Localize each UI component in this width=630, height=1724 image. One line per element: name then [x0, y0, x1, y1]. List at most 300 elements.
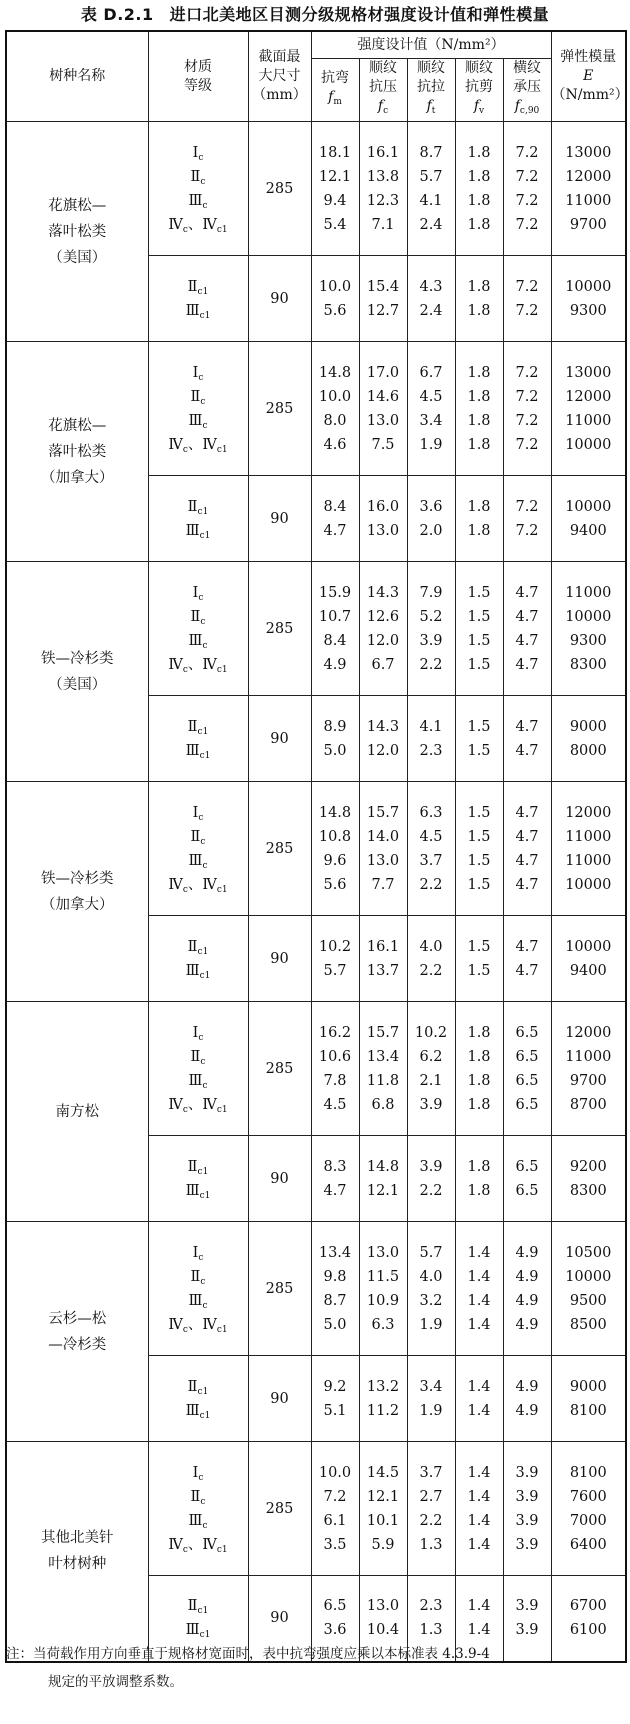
- value-fm: 8.4: [323, 632, 347, 649]
- section-size-cell: 285: [248, 1442, 311, 1576]
- value-fc: 10.9: [366, 1292, 400, 1309]
- value-ft: 2.2: [419, 1182, 443, 1199]
- value-fv: 1.5: [467, 718, 491, 735]
- value-fm: 12.1: [318, 168, 352, 185]
- value-fc: 12.7: [366, 302, 400, 319]
- value-fc90: 7.2: [515, 522, 539, 539]
- value-fm: 5.6: [323, 302, 347, 319]
- value-ft: 10.2: [414, 1024, 448, 1041]
- value-fc90: 4.7: [515, 608, 539, 625]
- value-fm: 7.8: [323, 1072, 347, 1089]
- value-ft: 5.7: [419, 168, 443, 185]
- section-size-cell: 90: [248, 696, 311, 782]
- value-fc: 12.0: [366, 742, 400, 759]
- value-fc90: 7.2: [515, 302, 539, 319]
- value-fc: 15.7: [366, 1024, 400, 1041]
- section-size-cell: 90: [248, 1356, 311, 1442]
- value-fc: 7.1: [371, 216, 395, 233]
- value-E: 9300: [569, 302, 607, 319]
- grade-cell: [148, 1002, 248, 1136]
- value-fc: 6.7: [371, 656, 395, 673]
- value-fc: 15.4: [366, 278, 400, 295]
- value-ft: 2.0: [419, 522, 443, 539]
- value-fm: 9.4: [323, 192, 347, 209]
- value-ft: 4.1: [419, 192, 443, 209]
- value-fm: 10.0: [318, 388, 352, 405]
- value-ft: 2.2: [419, 962, 443, 979]
- value-E: 8300: [569, 1182, 607, 1199]
- value-fm: 14.8: [318, 364, 352, 381]
- section-size-cell: 90: [248, 476, 311, 562]
- value-fv: 1.8: [467, 144, 491, 161]
- value-cell-ft: [407, 342, 455, 476]
- table-row: [6, 562, 626, 696]
- value-fv: 1.5: [467, 828, 491, 845]
- value-fv: 1.5: [467, 876, 491, 893]
- value-E: 9200: [569, 1158, 607, 1175]
- grade-value: $Ⅲ_c$: [188, 1072, 208, 1091]
- value-ft: 3.7: [419, 852, 443, 869]
- table-row: [6, 122, 626, 256]
- value-E: 13000: [565, 144, 612, 161]
- value-fm: 8.7: [323, 1292, 347, 1309]
- value-E: 10000: [565, 278, 612, 295]
- value-cell-E: [551, 122, 626, 256]
- value-cell-fc: [359, 696, 407, 782]
- value-cell-fc: [359, 782, 407, 916]
- value-ft: 1.3: [419, 1622, 443, 1639]
- value-fc90: 3.9: [515, 1464, 539, 1481]
- species-name-line: （加拿大）: [41, 896, 114, 913]
- value-fm: 8.4: [323, 498, 347, 515]
- grade-value: $Ⅱ_c$: [190, 1268, 206, 1287]
- col-header-fc: 顺纹 抗压 $f_c$: [359, 59, 407, 122]
- species-name-line: （美国）: [48, 676, 107, 693]
- section-size-cell: 285: [248, 782, 311, 916]
- value-ft: 2.2: [419, 876, 443, 893]
- value-ft: 2.1: [419, 1072, 443, 1089]
- value-cell-fc: [359, 1222, 407, 1356]
- value-ft: 1.9: [419, 1402, 443, 1419]
- grade-value: $Ⅱ_{c1}$: [187, 278, 209, 297]
- value-cell-fc90: [503, 256, 551, 342]
- value-fm: 5.7: [323, 962, 347, 979]
- grade-value: $Ⅰ_c$: [192, 1464, 204, 1483]
- value-fm: 9.8: [323, 1268, 347, 1285]
- value-E: 10000: [565, 436, 612, 453]
- value-fc90: 7.2: [515, 216, 539, 233]
- value-cell-ft: [407, 782, 455, 916]
- value-fc90: 4.9: [515, 1402, 539, 1419]
- value-fm: 6.1: [323, 1512, 347, 1529]
- table-row: [6, 782, 626, 916]
- value-fm: 3.6: [323, 1622, 347, 1639]
- value-fm: 10.7: [318, 608, 352, 625]
- species-name-line: （加拿大）: [41, 469, 114, 486]
- value-fc90: 4.7: [515, 962, 539, 979]
- value-fc90: 3.9: [515, 1622, 539, 1639]
- value-ft: 8.7: [419, 144, 443, 161]
- value-cell-fv: [455, 916, 503, 1002]
- value-fc90: 4.7: [515, 938, 539, 955]
- value-fc: 6.3: [371, 1316, 395, 1333]
- value-cell-fv: [455, 256, 503, 342]
- value-fc: 10.4: [366, 1622, 400, 1639]
- value-E: 9400: [569, 522, 607, 539]
- species-name-line: 花旗松—: [48, 417, 107, 434]
- value-fc90: 4.9: [515, 1268, 539, 1285]
- value-cell-ft: [407, 696, 455, 782]
- value-E: 10000: [565, 498, 612, 515]
- value-fc: 11.5: [366, 1268, 400, 1285]
- value-fm: 5.0: [323, 1316, 347, 1333]
- grade-value: $Ⅳ_c$、$Ⅳ_{c1}$: [168, 656, 228, 675]
- value-fm: 5.1: [323, 1402, 347, 1419]
- value-ft: 3.9: [419, 1096, 443, 1113]
- table-number: 表 D.2.1: [80, 5, 154, 24]
- value-fv: 1.4: [467, 1402, 491, 1419]
- species-cell: [6, 1222, 148, 1442]
- grade-value: $Ⅱ_c$: [190, 388, 206, 407]
- species-name-line: —冷杉类: [48, 1336, 107, 1353]
- section-size-cell: 285: [248, 342, 311, 476]
- grade-value: $Ⅰ_c$: [192, 1244, 204, 1263]
- value-fv: 1.8: [467, 388, 491, 405]
- value-cell-fc90: [503, 342, 551, 476]
- value-E: 10000: [565, 608, 612, 625]
- value-fc: 13.7: [366, 962, 400, 979]
- value-E: 9700: [569, 1072, 607, 1089]
- value-fc90: 4.7: [515, 852, 539, 869]
- value-fv: 1.4: [467, 1316, 491, 1333]
- value-cell-E: [551, 1222, 626, 1356]
- value-cell-fm: [311, 122, 359, 256]
- value-E: 8500: [569, 1316, 607, 1333]
- value-fv: 1.5: [467, 656, 491, 673]
- value-cell-fc: [359, 562, 407, 696]
- value-fc: 11.2: [366, 1402, 400, 1419]
- value-fc: 14.8: [366, 1158, 400, 1175]
- value-cell-fc: [359, 916, 407, 1002]
- value-fm: 4.6: [323, 436, 347, 453]
- grade-value: $Ⅲ_c$: [188, 412, 208, 431]
- grade-cell: [148, 342, 248, 476]
- value-cell-fv: [455, 562, 503, 696]
- value-fv: 1.8: [467, 364, 491, 381]
- value-E: 7000: [569, 1512, 607, 1529]
- table-caption: 进口北美地区目测分级规格材强度设计值和弹性模量: [169, 5, 550, 24]
- section-size-cell: 285: [248, 1222, 311, 1356]
- value-fm: 13.4: [318, 1244, 352, 1261]
- value-cell-fc: [359, 1002, 407, 1136]
- value-fc: 7.5: [371, 436, 395, 453]
- grade-value: $Ⅳ_c$、$Ⅳ_{c1}$: [168, 216, 228, 235]
- value-fm: 16.2: [318, 1024, 352, 1041]
- value-fc: 12.6: [366, 608, 400, 625]
- value-cell-E: [551, 782, 626, 916]
- value-E: 11000: [565, 828, 612, 845]
- value-fc: 7.7: [371, 876, 395, 893]
- value-cell-fm: [311, 1356, 359, 1442]
- value-cell-fc: [359, 476, 407, 562]
- col-header-ft: 顺纹 抗拉 $f_t$: [407, 59, 455, 122]
- species-name-line: 落叶松类: [48, 443, 107, 460]
- value-ft: 2.4: [419, 216, 443, 233]
- value-fm: 14.8: [318, 804, 352, 821]
- value-cell-fc: [359, 1356, 407, 1442]
- value-ft: 4.1: [419, 718, 443, 735]
- value-ft: 4.0: [419, 938, 443, 955]
- grade-cell: [148, 1356, 248, 1442]
- value-fc90: 4.7: [515, 632, 539, 649]
- value-ft: 5.7: [419, 1244, 443, 1261]
- value-E: 11000: [565, 192, 612, 209]
- value-fc90: 6.5: [515, 1182, 539, 1199]
- value-E: 6700: [569, 1598, 607, 1615]
- grade-cell: [148, 782, 248, 916]
- value-cell-fm: [311, 342, 359, 476]
- value-fm: 10.0: [318, 278, 352, 295]
- value-cell-ft: [407, 562, 455, 696]
- section-size-cell: 90: [248, 916, 311, 1002]
- value-fm: 8.3: [323, 1158, 347, 1175]
- table-row: [6, 342, 626, 476]
- col-header-fv: 顺纹 抗剪 $f_v$: [455, 59, 503, 122]
- species-cell: [6, 782, 148, 1002]
- value-ft: 3.4: [419, 1378, 443, 1395]
- value-fv: 1.5: [467, 584, 491, 601]
- grade-value: $Ⅰ_c$: [192, 804, 204, 823]
- value-fv: 1.8: [467, 498, 491, 515]
- value-fc90: 7.2: [515, 388, 539, 405]
- grade-value: $Ⅲ_{c1}$: [185, 1402, 211, 1421]
- value-fc90: 4.7: [515, 804, 539, 821]
- value-E: 12000: [565, 388, 612, 405]
- col-header-size: 截面最 大尺寸 （mm）: [248, 31, 311, 122]
- value-fc: 13.2: [366, 1378, 400, 1395]
- value-fm: 3.5: [323, 1536, 347, 1553]
- table-note: [6, 1640, 622, 1696]
- value-cell-fv: [455, 782, 503, 916]
- grade-value: $Ⅱ_{c1}$: [187, 498, 209, 517]
- col-header-grade: 材质 等级: [148, 31, 248, 122]
- table-row: [6, 1222, 626, 1356]
- value-fc90: 6.5: [515, 1096, 539, 1113]
- value-ft: 4.5: [419, 828, 443, 845]
- value-fc: 14.0: [366, 828, 400, 845]
- value-E: 9400: [569, 962, 607, 979]
- value-E: 9700: [569, 216, 607, 233]
- value-fc90: 6.5: [515, 1158, 539, 1175]
- value-E: 8100: [569, 1402, 607, 1419]
- value-fv: 1.4: [467, 1244, 491, 1261]
- value-fc: 12.1: [366, 1488, 400, 1505]
- value-cell-fc: [359, 122, 407, 256]
- value-fc: 10.1: [366, 1512, 400, 1529]
- grade-value: $Ⅰ_c$: [192, 144, 204, 163]
- grade-value: $Ⅱ_c$: [190, 1488, 206, 1507]
- value-fc: 14.6: [366, 388, 400, 405]
- value-fm: 7.2: [323, 1488, 347, 1505]
- value-fc90: 7.2: [515, 278, 539, 295]
- species-name-line: （美国）: [48, 249, 107, 266]
- value-fc: 16.0: [366, 498, 400, 515]
- species-cell: [6, 122, 148, 342]
- value-fv: 1.8: [467, 1158, 491, 1175]
- table-row: [6, 1442, 626, 1576]
- value-cell-fm: [311, 1222, 359, 1356]
- value-cell-ft: [407, 1002, 455, 1136]
- value-fc90: 4.7: [515, 742, 539, 759]
- table-body: [6, 122, 626, 1662]
- note-line-2: 规定的平放调整系数。: [48, 1674, 183, 1690]
- value-fc: 5.9: [371, 1536, 395, 1553]
- value-cell-fc: [359, 342, 407, 476]
- value-ft: 4.3: [419, 278, 443, 295]
- grade-value: $Ⅱ_{c1}$: [187, 1598, 209, 1617]
- value-fv: 1.8: [467, 1024, 491, 1041]
- value-fc: 13.0: [366, 412, 400, 429]
- grade-cell: [148, 696, 248, 782]
- value-E: 8000: [569, 742, 607, 759]
- value-fc90: 6.5: [515, 1048, 539, 1065]
- species-cell: [6, 1442, 148, 1662]
- value-fv: 1.8: [467, 1182, 491, 1199]
- value-ft: 1.9: [419, 436, 443, 453]
- value-fc90: 6.5: [515, 1072, 539, 1089]
- value-cell-fm: [311, 696, 359, 782]
- value-fc: 12.0: [366, 632, 400, 649]
- value-cell-fc90: [503, 1222, 551, 1356]
- value-cell-fv: [455, 696, 503, 782]
- value-fv: 1.4: [467, 1378, 491, 1395]
- value-fc90: 7.2: [515, 364, 539, 381]
- value-fc: 13.4: [366, 1048, 400, 1065]
- grade-value: $Ⅳ_c$、$Ⅳ_{c1}$: [168, 1536, 228, 1555]
- value-cell-fm: [311, 562, 359, 696]
- value-cell-E: [551, 696, 626, 782]
- value-cell-ft: [407, 1356, 455, 1442]
- value-fv: 1.4: [467, 1464, 491, 1481]
- value-fc90: 7.2: [515, 192, 539, 209]
- value-cell-fc90: [503, 122, 551, 256]
- grade-value: $Ⅱ_{c1}$: [187, 938, 209, 957]
- value-ft: 2.3: [419, 1598, 443, 1615]
- value-fv: 1.8: [467, 168, 491, 185]
- value-fc: 12.1: [366, 1182, 400, 1199]
- grade-value: $Ⅲ_c$: [188, 1292, 208, 1311]
- value-ft: 2.4: [419, 302, 443, 319]
- value-cell-fm: [311, 256, 359, 342]
- table-row: [6, 1002, 626, 1136]
- value-cell-fm: [311, 916, 359, 1002]
- value-E: 12000: [565, 168, 612, 185]
- grade-value: $Ⅳ_c$、$Ⅳ_{c1}$: [168, 436, 228, 455]
- value-cell-fv: [455, 1136, 503, 1222]
- value-fc: 12.3: [366, 192, 400, 209]
- value-cell-E: [551, 256, 626, 342]
- grade-value: $Ⅰ_c$: [192, 1024, 204, 1043]
- value-fv: 1.5: [467, 962, 491, 979]
- grade-value: $Ⅳ_c$、$Ⅳ_{c1}$: [168, 1316, 228, 1335]
- value-fc90: 7.2: [515, 436, 539, 453]
- value-ft: 3.9: [419, 1158, 443, 1175]
- value-fv: 1.4: [467, 1292, 491, 1309]
- value-cell-fc90: [503, 562, 551, 696]
- value-cell-fv: [455, 342, 503, 476]
- value-fv: 1.4: [467, 1622, 491, 1639]
- value-cell-fm: [311, 1136, 359, 1222]
- value-E: 11000: [565, 1048, 612, 1065]
- value-E: 10000: [565, 938, 612, 955]
- value-fv: 1.8: [467, 436, 491, 453]
- value-fv: 1.5: [467, 608, 491, 625]
- grade-value: $Ⅰ_c$: [192, 584, 204, 603]
- value-fv: 1.8: [467, 522, 491, 539]
- value-fc: 14.3: [366, 718, 400, 735]
- value-fc90: 4.7: [515, 656, 539, 673]
- value-ft: 4.5: [419, 388, 443, 405]
- value-fm: 8.9: [323, 718, 347, 735]
- value-E: 11000: [565, 584, 612, 601]
- value-fc90: 4.9: [515, 1244, 539, 1261]
- grade-cell: [148, 1222, 248, 1356]
- value-cell-fc90: [503, 1356, 551, 1442]
- value-fv: 1.8: [467, 412, 491, 429]
- value-fc: 6.8: [371, 1096, 395, 1113]
- grade-cell: [148, 256, 248, 342]
- value-E: 13000: [565, 364, 612, 381]
- grade-value: $Ⅳ_c$、$Ⅳ_{c1}$: [168, 876, 228, 895]
- value-ft: 6.3: [419, 804, 443, 821]
- value-cell-fc: [359, 256, 407, 342]
- value-fc: 15.7: [366, 804, 400, 821]
- value-fc90: 4.7: [515, 876, 539, 893]
- value-ft: 5.2: [419, 608, 443, 625]
- value-E: 10500: [565, 1244, 612, 1261]
- value-fc90: 7.2: [515, 412, 539, 429]
- value-fm: 10.8: [318, 828, 352, 845]
- value-fm: 10.2: [318, 938, 352, 955]
- grade-value: $Ⅱ_c$: [190, 608, 206, 627]
- value-cell-ft: [407, 476, 455, 562]
- value-fc: 13.8: [366, 168, 400, 185]
- value-fc: 14.5: [366, 1464, 400, 1481]
- value-ft: 6.7: [419, 364, 443, 381]
- value-fc90: 6.5: [515, 1024, 539, 1041]
- value-ft: 2.2: [419, 1512, 443, 1529]
- section-size-cell: 90: [248, 1576, 311, 1662]
- value-fc: 16.1: [366, 144, 400, 161]
- grade-value: $Ⅲ_{c1}$: [185, 1622, 211, 1641]
- col-header-fm: 抗弯 $f_m$: [311, 59, 359, 122]
- value-fc90: 7.2: [515, 168, 539, 185]
- value-E: 6100: [569, 1622, 607, 1639]
- grade-value: $Ⅱ_c$: [190, 828, 206, 847]
- grade-value: $Ⅲ_{c1}$: [185, 1182, 211, 1201]
- value-fm: 5.4: [323, 216, 347, 233]
- species-cell: [6, 342, 148, 562]
- value-cell-fv: [455, 1442, 503, 1576]
- value-E: 11000: [565, 412, 612, 429]
- value-ft: 1.9: [419, 1316, 443, 1333]
- value-E: 9300: [569, 632, 607, 649]
- value-cell-fv: [455, 1222, 503, 1356]
- species-name-line: 铁—冷杉类: [41, 870, 114, 887]
- value-ft: 3.9: [419, 632, 443, 649]
- section-size-cell: 285: [248, 1002, 311, 1136]
- value-cell-fc90: [503, 1002, 551, 1136]
